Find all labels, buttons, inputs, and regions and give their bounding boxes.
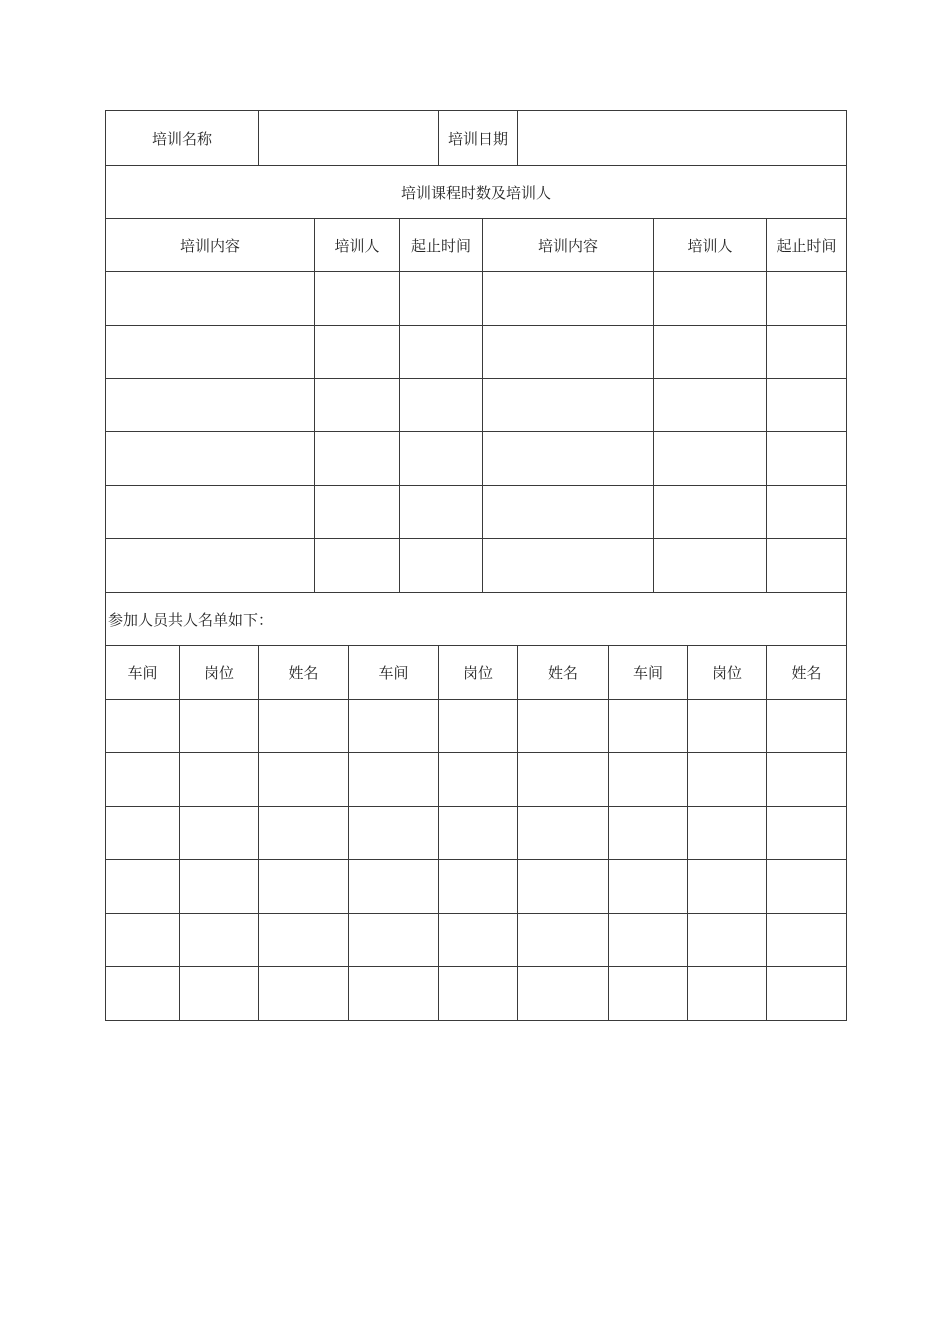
participants-note: 参加人员共人名单如下： (108, 610, 274, 629)
course-header-time: 起止时间 (776, 236, 837, 255)
table-border (846, 110, 847, 1021)
table-border (105, 1020, 847, 1021)
participant-header-workshop: 车间 (378, 664, 409, 682)
course-header-content: 培训内容 (179, 236, 240, 255)
section-title: 培训课程时数及培训人 (400, 183, 551, 202)
course-header-time: 起止时间 (410, 236, 471, 255)
course-entry-rows[interactable] (106, 272, 846, 592)
participant-header-name: 姓名 (791, 664, 822, 682)
training-name-label: 培训名称 (151, 129, 212, 148)
participant-header-workshop: 车间 (632, 664, 663, 682)
training-name-field[interactable] (259, 111, 438, 165)
participant-header-position: 岗位 (203, 664, 234, 682)
course-header-trainer: 培训人 (687, 236, 733, 255)
participant-header-name: 姓名 (547, 664, 578, 682)
participant-header-position: 岗位 (462, 664, 493, 682)
course-header-content: 培训内容 (537, 236, 598, 255)
participant-header-position: 岗位 (711, 664, 742, 682)
training-date-label: 培训日期 (447, 129, 508, 148)
course-header-trainer: 培训人 (334, 236, 380, 255)
training-date-field[interactable] (518, 111, 846, 165)
participant-entry-rows[interactable] (106, 700, 846, 1020)
participant-header-name: 姓名 (288, 664, 319, 682)
participant-header-workshop: 车间 (127, 664, 158, 682)
